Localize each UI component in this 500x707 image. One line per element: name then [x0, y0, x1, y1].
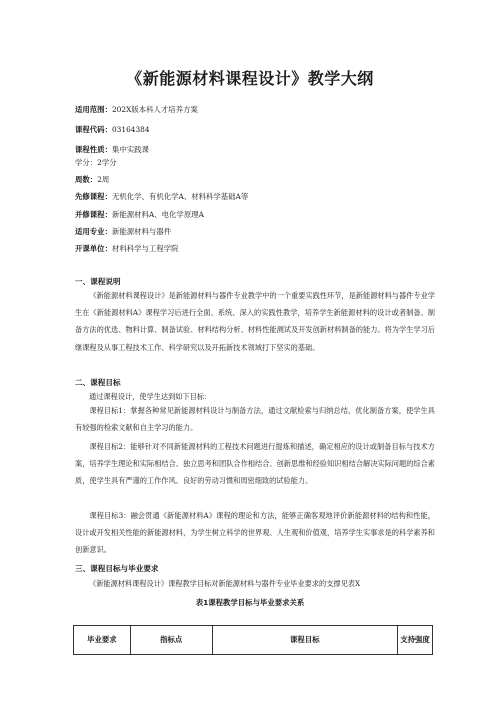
table-caption: 表1课程教学目标与毕业要求关系: [195, 598, 305, 607]
requirements-table: [73, 625, 433, 655]
meta-course-code: 课程代码：03164384: [75, 125, 150, 134]
goals-requirements-paragraph: 《新能源材料课程设计》课程教学目标对新能源材料与器件专业毕业要求的支撑见表X: [89, 579, 361, 588]
meta-scope: 适用范围：202X版本科人才培养方案: [75, 105, 198, 114]
table-header-graduation-requirement: 毕业要求: [74, 626, 131, 655]
meta-weeks: 周数：2周: [75, 175, 110, 184]
meta-major: 适用专业：新能源材料与器件: [75, 227, 172, 236]
course-goal-1: 课程目标1：掌握各种常见新能源材料设计与制备方法，通过文献检索与归纳总结，优化制备方案，使学生具有较强的检索文献和自主学习的能力。: [75, 406, 435, 433]
table-header-indicator: 指标点: [130, 626, 212, 655]
course-goals-intro: 通过课程设计，使学生达到如下目标：: [89, 392, 212, 401]
meta-department: 开课单位：材料科学与工程学院: [75, 244, 179, 253]
section-heading-course-description: 一、课程说明: [75, 277, 121, 286]
meta-course-nature: 课程性质：集中实践课: [75, 145, 149, 154]
meta-concurrent-courses: 并修课程：新能源材料A、电化学原理A: [75, 210, 204, 219]
table-header-course-goal: 课程目标: [212, 626, 397, 655]
page-title: 《新能源材料课程设计》教学大纲: [126, 69, 374, 88]
course-goal-3: 课程目标3：融会贯通《新能源材料A》课程的理论和方法，能够正确客观地评价新能源材料的结构和性能，设计或开发相关性能的新能源材料，为学生树立科学的世界观、人生观和价值观，培养学生实事求是的科学素养和创新意识。: [75, 511, 435, 555]
table-header-row: [74, 626, 433, 655]
section-heading-course-goals: 二、课程目标: [75, 378, 121, 387]
table-header-support-strength: 支持强度: [398, 626, 433, 655]
section-heading-goals-requirements: 三、课程目标与毕业要求: [75, 564, 159, 573]
meta-credits: 学分：2学分: [75, 158, 117, 167]
meta-prerequisites: 先修课程：无机化学、有机化学A、材料科学基础A等: [75, 192, 249, 201]
course-goal-2: 课程目标2：能够针对不同新能源材料的工程技术问题进行提炼和描述，确定相应的设计或制备目标与技术方案，培养学生理论和实际相结合、独立思考和团队合作相结合、创新思维和经验知识相结合解决实际问题的综合素质，使学生具有严谨的工作作风、良好的劳动习惯和周密细致的试验能力。: [75, 442, 435, 486]
course-description-paragraph: 《新能源材料课程设计》是新能源材料与器件专业教学中的一个重要实践性环节，是新能源材料与器件专业学生在《新能源材料A》课程学习后进行全面、系统、深入的实践性教学，培养学生新能源材料的设计或者制备、制备方法的优选、物料计算、制备试验、材料结构分析、材料性能测试及开发创新材料制备的能力。将为学生学习后继课程及从事工程技术工作、科学研究以及开拓新技术领域打下坚实的基础。: [75, 291, 435, 352]
